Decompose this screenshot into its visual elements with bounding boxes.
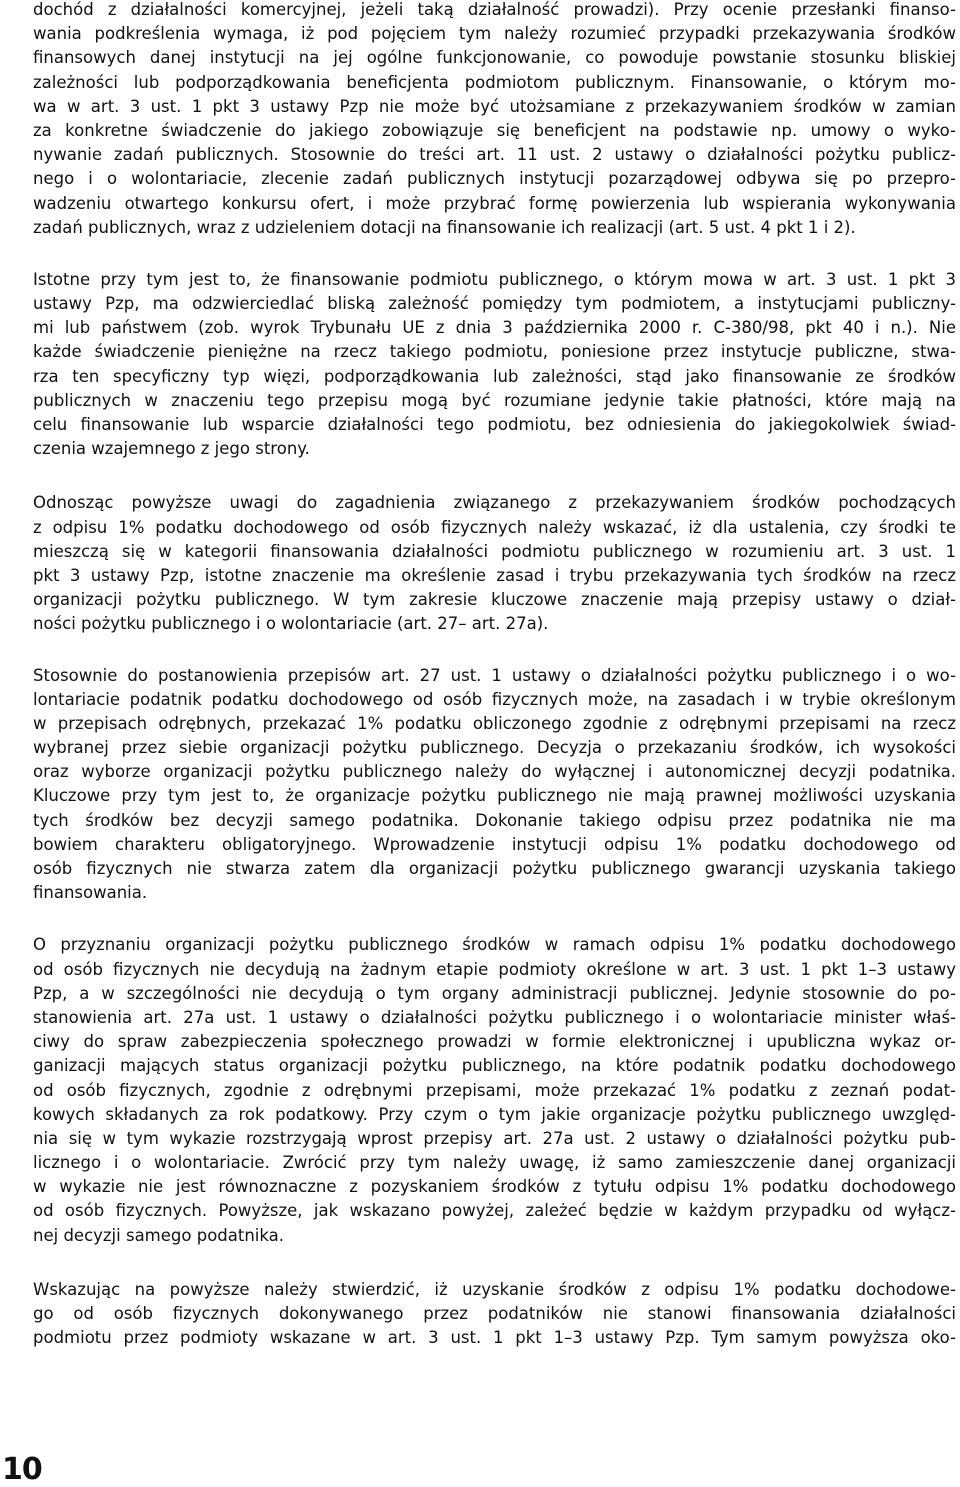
text-line: Stosownie do postanowienia przepisów art. 27 ust. 1 ustawy o działalności pożytku publicznego i o wo- xyxy=(33,665,956,685)
text-line: od osób fizycznych. Powyższe, jak wskazano powyżej, zależeć będzie w każdym przypadku od wyłącz- xyxy=(33,1201,956,1221)
text-line: Pzp, a w szczególności nie decydują o tym organy administracji publicznej. Jedynie stosownie do po- xyxy=(33,983,956,1003)
text-line: ganizacji mających status organizacji pożytku publicznego, na które podatnik podatku dochodowego xyxy=(33,1056,956,1076)
text-line: nego i o wolontariacie, zlecenie zadań publicznych instytucji pozarządowej odbywa się po przepro- xyxy=(33,169,956,189)
paragraph-4 xyxy=(33,664,956,906)
text-line: podmiotu przez podmioty wskazane w art. 3 ust. 1 pkt 1–3 ustawy Pzp. Tym samym powyższa oko- xyxy=(33,1328,956,1348)
text-line: wadzeniu otwartego konkursu ofert, i może przybrać formę powierzenia lub wspierania wykonywania xyxy=(33,193,956,213)
text-line: kowych składanych za rok podatkowy. Przy czym o tym jakie organizacje pożytku publicznego uwzględ- xyxy=(33,1104,956,1124)
text-line: mi lub państwem (zob. wyrok Trybunału UE z dnia 3 października 2000 r. C-380/98, pkt 40 i n.). Nie xyxy=(33,318,956,338)
text-line: w wykazie nie jest równoznaczne z pozyskaniem środków z tytułu odpisu 1% podatku dochodowego xyxy=(33,1177,956,1197)
text-line: z odpisu 1% podatku dochodowego od osób fizycznych należy wskazać, iż dla ustalenia, czy środki te xyxy=(33,517,956,537)
text-line: organizacji pożytku publicznego. W tym zakresie kluczowe znaczenie mają przepisy ustawy o dział- xyxy=(33,590,956,610)
paragraph-2 xyxy=(33,268,956,462)
text-line: czenia wzajemnego z jego strony. xyxy=(33,439,310,459)
text-line: rza ten specyficzny typ więzi, podporządkowania lub zależności, stąd jako finansowanie ze środków xyxy=(33,366,956,386)
text-line: celu finansowanie lub wsparcie działalności tego podmiotu, bez odniesienia do jakiegokolwiek świad- xyxy=(33,415,956,434)
paragraph-5 xyxy=(33,933,956,1247)
paragraph-1 xyxy=(33,0,956,240)
text-line: osób fizycznych nie stwarza zatem dla organizacji pożytku publicznego gwarancji uzyskania takiego xyxy=(33,859,956,878)
text-line: ustawy Pzp, ma odzwierciedlać bliską zależność pomiędzy tym podmiotem, a instytucjami publiczny- xyxy=(33,294,956,314)
text-line: finansowych danej instytucji na jej ogólne funkcjonowanie, co powoduje powstanie stosunku bliskiej xyxy=(33,48,956,68)
text-line: oraz wyborze organizacji pożytku publicznego należy do wyłącznej i autonomicznej decyzji podatnika. xyxy=(33,762,956,782)
text-line: licznego i o wolontariacie. Zwrócić przy tym należy uwagę, iż samo zamieszczenie danej organizacji xyxy=(33,1153,956,1173)
text-line: publicznych w znaczeniu tego przepisu mogą być rozumiane jedynie takie płatności, które mają na xyxy=(33,390,956,410)
text-line: nia się w tym wykazie rozstrzygają wprost przepisy art. 27a ust. 2 ustawy o działalności pożytku pub- xyxy=(33,1128,956,1148)
text-line: za konkretne świadczenie do jakiego zobowiązuje się beneficjent na podstawie np. umowy o wyko- xyxy=(33,120,956,140)
text-line: lontariacie podatnik podatku dochodowego od osób fizycznych może, na zasadach i w trybie określonym xyxy=(33,689,956,709)
text-line: ności pożytku publicznego i o wolontariacie (art. 27– art. 27a). xyxy=(33,614,549,634)
document-body xyxy=(33,0,956,1374)
text-line: każde świadczenie pieniężne na rzecz takiego podmiotu, poniesione przez instytucje publiczne, stwa- xyxy=(33,342,956,362)
text-line: go od osób fizycznych dokonywanego przez podatników nie stanowi finansowania działalności xyxy=(33,1304,956,1323)
text-line: od osób fizycznych nie decydują na żadnym etapie podmioty określone w art. 3 ust. 1 pkt 1–3 ustawy xyxy=(33,959,956,979)
paragraph-6 xyxy=(33,1278,956,1351)
text-line: mieszczą się w kategorii finansowania działalności podmiotu publicznego w rozumieniu art. 3 ust. 1 xyxy=(33,541,956,561)
text-line: bowiem charakteru obligatoryjnego. Wprowadzenie instytucji odpisu 1% podatku dochodowego od xyxy=(33,834,956,854)
text-line: zadań publicznych, wraz z udzieleniem dotacji na finansowanie ich realizacji (art. 5 ust. 4 pkt 1 i 2). xyxy=(33,217,856,237)
text-line: dochód z działalności komercyjnej, jeżeli taką działalność prowadzi). Przy ocenie przesłanki finanso- xyxy=(33,0,956,19)
text-line: ciwy do spraw zabezpieczenia społecznego prowadzi w formie elektronicznej i upubliczna wykaz or- xyxy=(33,1032,956,1052)
text-line: nej decyzji samego podatnika. xyxy=(33,1225,285,1245)
paragraph-3 xyxy=(33,491,956,636)
text-line: Kluczowe przy tym jest to, że organizacje pożytku publicznego nie mają prawnej możliwości uzyskania xyxy=(33,786,956,806)
text-line: nywanie zadań publicznych. Stosownie do treści art. 11 ust. 2 ustawy o działalności pożytku publicz- xyxy=(33,145,956,165)
text-line: finansowania. xyxy=(33,883,148,903)
text-line: wania podkreślenia wymaga, iż pod pojęciem tym należy rozumieć przypadki przekazywania środków xyxy=(33,24,956,44)
text-line: zależności lub podporządkowania beneficjenta podmiotom publicznym. Finansowanie, o którym mo- xyxy=(33,72,956,92)
text-line: stanowienia art. 27a ust. 1 ustawy o działalności pożytku publicznego i o wolontariacie minister właś- xyxy=(33,1007,956,1027)
page-number: 10 xyxy=(2,1452,42,1487)
text-line: w przepisach odrębnych, przekazać 1% podatku obliczonego zgodnie z odrębnymi przepisami na rzecz xyxy=(33,713,956,733)
text-line: wa w art. 3 ust. 1 pkt 3 ustawy Pzp nie może być utożsamiane z przekazywaniem środków w zamian xyxy=(33,96,956,116)
text-line: od osób fizycznych, zgodnie z odrębnymi przepisami, może przekazać 1% podatku z zeznań podat- xyxy=(33,1080,956,1100)
text-line: tych środków bez decyzji samego podatnika. Dokonanie takiego odpisu przez podatnika nie ma xyxy=(33,810,956,830)
text-line: wybranej przez siebie organizacji pożytku publicznego. Decyzja o przekazaniu środków, ich wysokości xyxy=(33,738,956,758)
text-line: Istotne przy tym jest to, że finansowanie podmiotu publicznego, o którym mowa w art. 3 ust. 1 pkt 3 xyxy=(33,269,956,289)
text-line: O przyznaniu organizacji pożytku publicznego środków w ramach odpisu 1% podatku dochodowego xyxy=(33,935,956,955)
text-line: pkt 3 ustawy Pzp, istotne znaczenie ma określenie zasad i trybu przekazywania tych środków na rzecz xyxy=(33,565,956,585)
text-line: Wskazując na powyższe należy stwierdzić, iż uzyskanie środków z odpisu 1% podatku dochodowe- xyxy=(33,1279,956,1299)
text-line: Odnosząc powyższe uwagi do zagadnienia związanego z przekazywaniem środków pochodzących xyxy=(33,493,956,513)
